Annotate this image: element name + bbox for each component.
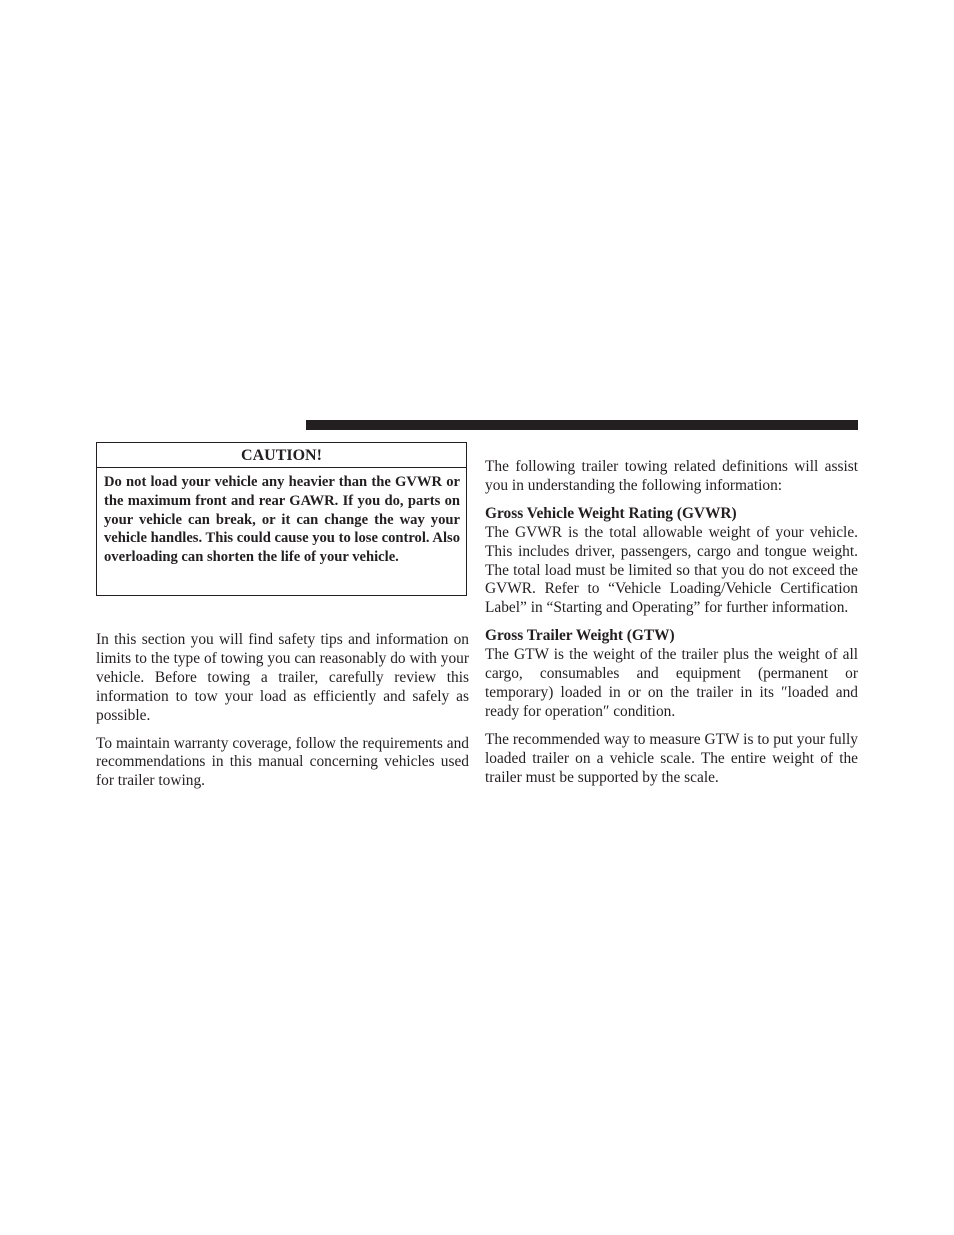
section-header-rule <box>306 420 858 430</box>
left-column <box>96 631 469 800</box>
right-column <box>485 458 858 797</box>
definitions-intro: The following trailer towing related definitions will assist you in understanding the following information: <box>485 458 858 494</box>
gtw-measure-text: The recommended way to measure GTW is to put your fully loaded trailer on a vehicle scale. The entire weight of the trailer must be supported by the scale. <box>485 730 858 786</box>
gvwr-text: The GVWR is the total allowable weight of your vehicle. This includes driver, passengers, cargo and tongue weight. The total load must be limited so that you do not exceed the GVWR. Refer to “Vehicle Loading/Vehicle Certification Label” in “Starting and Operating” for further information. <box>485 523 858 617</box>
caution-text: Do not load your vehicle any heavier than the GVWR or the maximum front and rear GAWR. If you do, parts on your vehicle can break, or it can change the way your vehicle handles. This could cause you to lose control. Also overloading can shorten the life of your vehicle. <box>104 474 460 566</box>
towing-intro-paragraph: In this section you will find safety tips and information on limits to the type of towing you can reasonably do with your vehicle. Before towing a trailer, carefully review this information to tow your load as efficiently and safely as possible. <box>96 631 469 724</box>
gtw-heading: Gross Trailer Weight (GTW) <box>485 627 675 645</box>
warranty-paragraph: To maintain warranty coverage, follow the requirements and recommendations in this manual concerning vehicles used for trailer towing. <box>96 734 469 790</box>
caution-box <box>96 442 467 596</box>
caution-title: CAUTION! <box>97 443 466 468</box>
gvwr-heading: Gross Vehicle Weight Rating (GVWR) <box>485 504 737 522</box>
gtw-text: The GTW is the weight of the trailer plus the weight of all cargo, consumables and equipment (permanent or temporary) loaded in or on the trailer in its ″loaded and ready for operation″ condition. <box>485 646 858 720</box>
